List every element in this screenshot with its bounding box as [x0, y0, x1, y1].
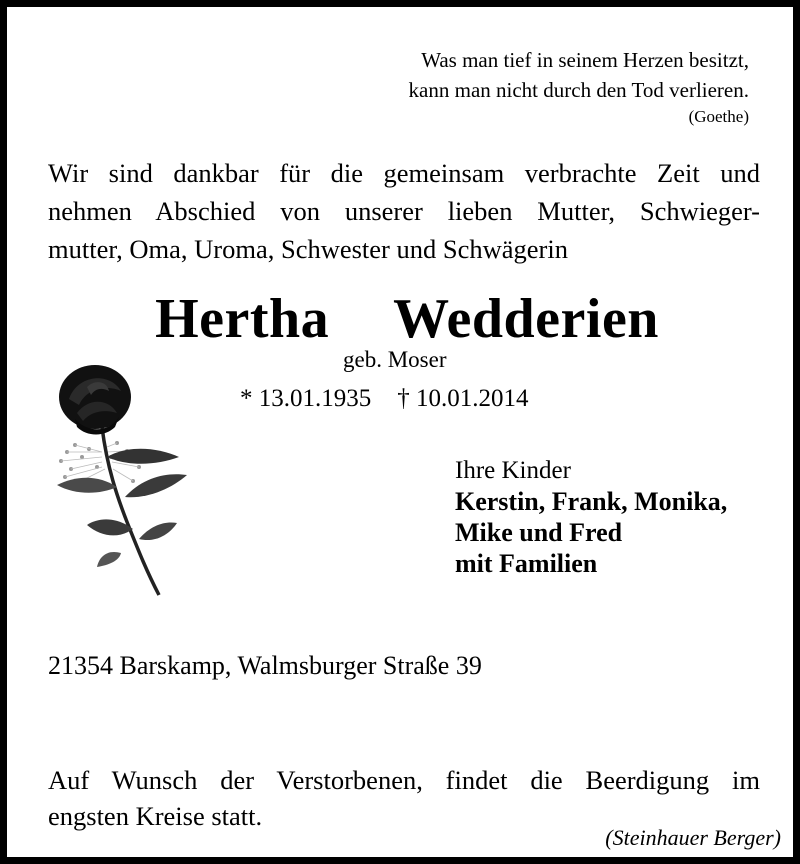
burial-note — [48, 762, 760, 834]
birth-date: * 13.01.1935 — [240, 385, 372, 412]
death-date: † 10.01.2014 — [397, 385, 529, 412]
quote-attribution: (Goethe) — [688, 107, 749, 126]
funeral-home-signature: (Steinhauer Berger) — [605, 825, 781, 850]
family-line-1: Kerstin, Frank, Monika, — [455, 487, 728, 516]
intro-line-2: nehmen Abschied von unserer lieben Mutter, Schwieger- — [48, 196, 760, 226]
burial-line-1: Auf Wunsch der Verstorbenen, findet die Beerdigung im — [48, 765, 760, 795]
burial-line-2: engsten Kreise statt. — [48, 801, 263, 831]
rose-icon — [47, 357, 197, 597]
family-line-2: Mike und Fred — [455, 518, 623, 547]
intro-text — [48, 154, 760, 268]
intro-line-1: Wir sind dankbar für die gemeinsam verbrachte Zeit und — [48, 158, 760, 188]
quote-line-2: kann man nicht durch den Tod verlieren. — [408, 78, 749, 102]
deceased-name: Hertha Wedderien — [155, 288, 659, 350]
quote-line-1: Was man tief in seinem Herzen besitzt, — [421, 48, 749, 72]
goethe-quote — [329, 45, 749, 129]
life-dates — [240, 385, 529, 413]
intro-line-3: mutter, Oma, Uroma, Schwester und Schwägerin — [48, 234, 568, 264]
address: 21354 Barskamp, Walmsburger Straße 39 — [48, 651, 482, 680]
birth-name: geb. Moser — [343, 347, 447, 372]
family-heading: Ihre Kinder — [455, 457, 571, 484]
family-line-3: mit Familien — [455, 549, 598, 578]
family-block — [455, 455, 727, 579]
